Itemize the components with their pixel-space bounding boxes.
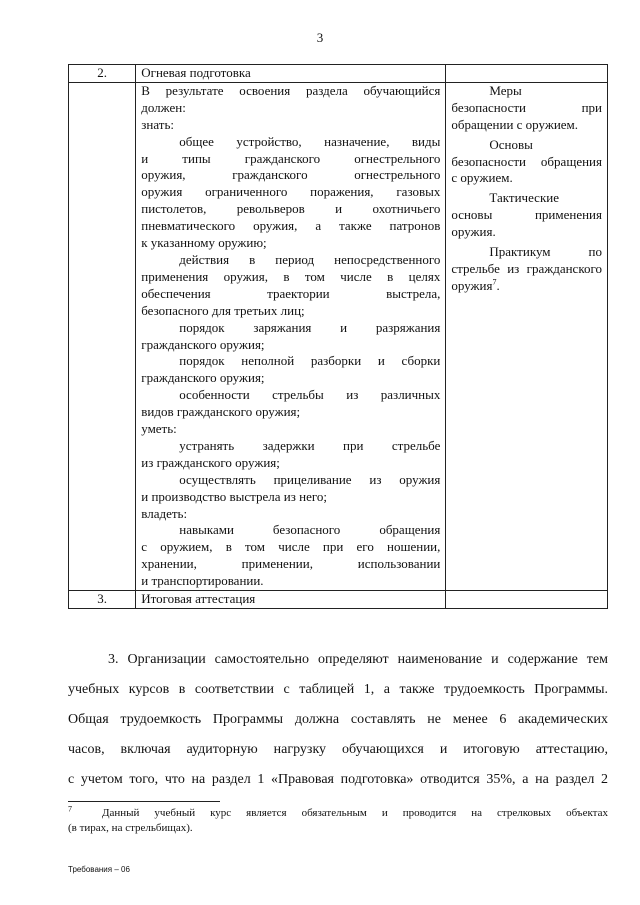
outcome-line: видов гражданского оружия; (141, 404, 301, 420)
footnote (68, 806, 608, 836)
topic-end: . (496, 277, 500, 293)
outcome-line: и транспортировании. (141, 573, 264, 589)
outcome-line: гражданского оружия; (141, 370, 265, 386)
outcome-line: гражданского оружия; (141, 336, 265, 352)
section-title: Огневая подготовка (136, 65, 446, 83)
outcome-line: обеспечения траектории выстрела, (141, 285, 441, 301)
outcome-line: хранении, применении, использовании (141, 556, 441, 572)
row-number: 3. (69, 591, 136, 609)
table-row-title (69, 65, 608, 83)
outcome-line: оружия ограниченного поражения, газовых (141, 184, 441, 200)
topic-line (451, 100, 602, 117)
outcome-line: осуществлять прицеливание из оружия (179, 471, 441, 487)
section-title: Итоговая аттестация (136, 591, 446, 609)
course-topic (451, 190, 602, 241)
course-topic (451, 137, 602, 188)
topic-line (451, 207, 602, 224)
curriculum-table (68, 64, 608, 609)
paragraph-line: с учетом того, что на раздел 1 «Правовая подготовка» отводится 35%, а на раздел 2 (68, 772, 608, 787)
topic-text: Меры (489, 82, 522, 98)
outcome-line: применения оружия, в том числе в целях (141, 268, 441, 284)
outcome-line: владеть: (141, 505, 188, 521)
footnote-divider (68, 801, 220, 802)
topics-header-cell (446, 65, 608, 83)
topics-cell-empty (446, 591, 608, 609)
outcome-line: пневматического оружия, а также патронов (141, 218, 441, 234)
topic-text: безопасности при (451, 99, 602, 115)
outcome-line: пистолетов, револьверов и охотничьего (141, 201, 441, 217)
row-number-empty (69, 82, 136, 590)
topic-line (451, 137, 602, 154)
topic-line (451, 224, 602, 241)
topic-line (451, 244, 602, 261)
course-topic (451, 244, 602, 295)
outcome-line: действия в период непосредственного (179, 251, 441, 267)
outcome-line: безопасного для третьих лиц; (141, 302, 305, 318)
outcome-line: и типы гражданского огнестрельного (141, 150, 441, 166)
outcome-line: порядок неполной разборки и сборки (179, 353, 441, 369)
topic-text: оружия (451, 277, 493, 293)
topic-text: Основы (489, 136, 533, 152)
topic-text: безопасности обращения (451, 153, 602, 169)
topic-text: Тактические (489, 190, 559, 206)
table-row-attestation (69, 591, 608, 609)
page-number: 3 (316, 30, 324, 45)
outcome-line: знать: (141, 116, 174, 132)
footnote-text-cont: (в тирах, на стрельбищах). (68, 822, 193, 834)
topic-line (451, 154, 602, 171)
paragraph-line: Общая трудоемкость Программы должна составлять не менее 6 академических (68, 712, 608, 727)
footnote-ref: 7 (492, 277, 497, 287)
paragraph-line: 3. Организации самостоятельно определяют наименование и содержание тем (108, 652, 608, 667)
outcome-line: оружия, гражданского огнестрельного (141, 167, 441, 183)
outcome-line: уметь: (141, 421, 177, 437)
topic-line (451, 190, 602, 207)
learning-outcomes-cell (136, 82, 446, 590)
outcome-line: с оружием, в том числе при его ношении, (141, 539, 441, 555)
topic-text: обращении с оружием. (451, 116, 579, 132)
outcome-line: навыками безопасного обращения (179, 522, 441, 538)
body-paragraph (68, 645, 608, 795)
outcome-line: должен: (141, 99, 186, 115)
outcome-line: порядок заряжания и разряжания (179, 319, 441, 335)
outcome-line: из гражданского оружия; (141, 454, 280, 470)
paragraph-line: часов, включая аудиторную нагрузку обучающихся и итоговую аттестацию, (68, 742, 608, 757)
footnote-text: Данный учебный курс является обязательным и проводится на стрелковых объектах (102, 807, 609, 819)
footnote-mark: 7 (68, 804, 72, 814)
outcome-line: устранять задержки при стрельбе (179, 437, 441, 453)
table-row-body (69, 82, 608, 590)
topic-line (451, 170, 602, 187)
paragraph-line: учебных курсов в соответствии с таблицей 1, а также трудоемкость Программы. (68, 682, 608, 697)
topic-text: Практикум по (489, 244, 602, 260)
outcome-line: к указанному оружию; (141, 235, 267, 251)
topic-text: оружия. (451, 224, 496, 240)
topic-text: с оружием. (451, 170, 513, 186)
document-code: Требования – 06 (68, 865, 130, 874)
topic-line (451, 261, 602, 278)
outcome-line: и производство выстрела из него; (141, 488, 327, 504)
outcome-line: общее устройство, назначение, виды (179, 133, 441, 149)
course-topic (451, 83, 602, 134)
topic-line (451, 83, 602, 100)
topic-line (451, 278, 602, 295)
topic-text: стрельбе из гражданского (451, 260, 602, 276)
row-number: 2. (69, 65, 136, 83)
topic-line (451, 117, 602, 134)
outcome-line: особенности стрельбы из различных (179, 387, 441, 403)
outcome-line: В результате освоения раздела обучающийся (141, 82, 441, 98)
course-topics-cell (446, 82, 608, 590)
topic-text: основы применения (451, 207, 602, 223)
